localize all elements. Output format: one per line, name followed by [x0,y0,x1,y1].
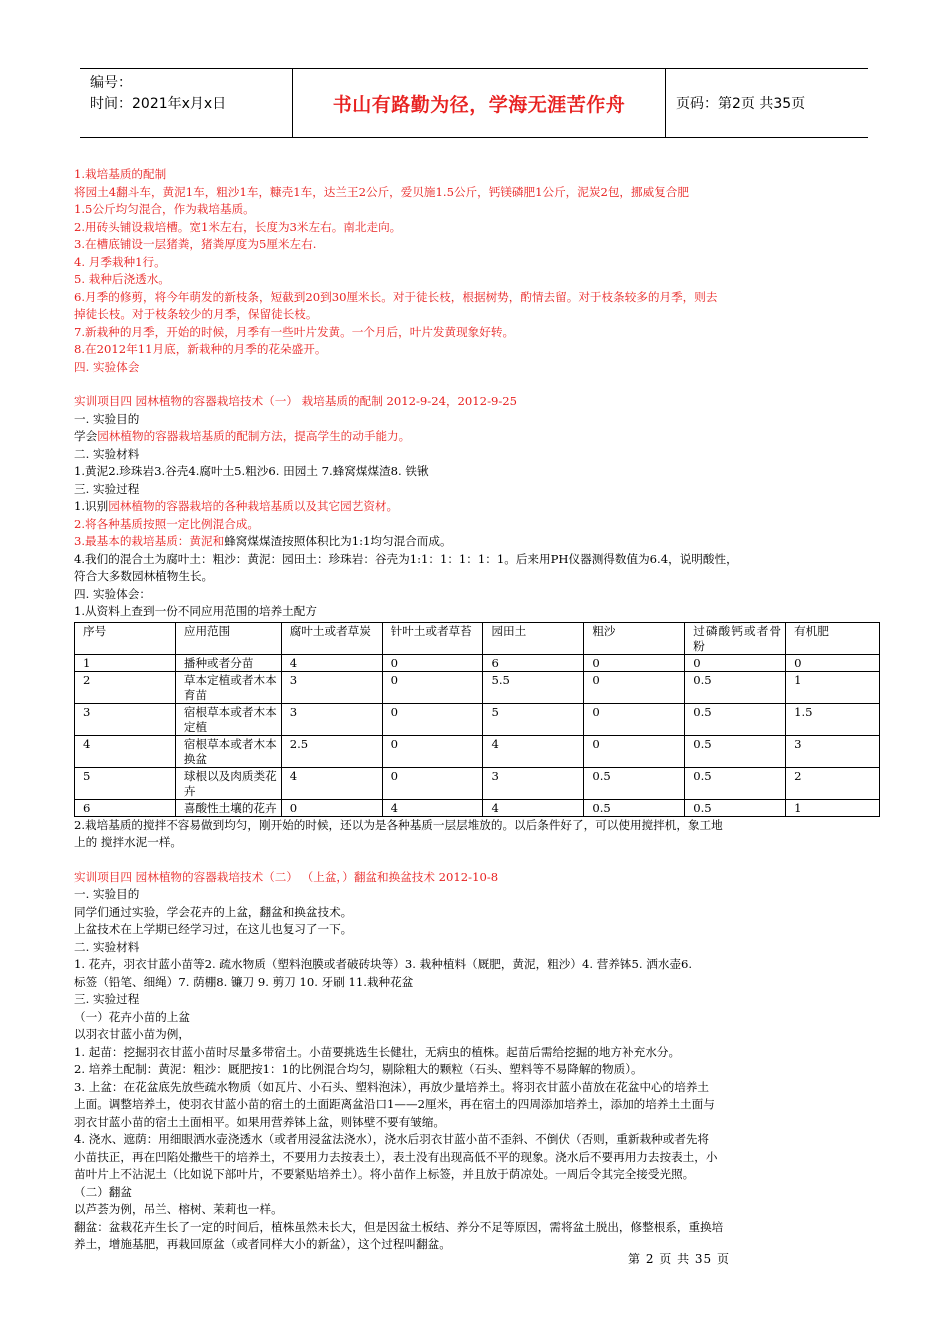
text-line: 2.栽培基质的搅拌不容易做到均匀，刚开始的时候，还以为是各种基质一层层堆放的。以后条件好了，可以使用搅拌机，象工地 [74,817,723,832]
section-3 [74,869,880,1254]
table-header-cell: 腐叶土或者草炭 [281,622,382,654]
text-line: 1.5公斤均匀混合，作为栽培基质。 [74,202,255,216]
table-cell: 5 [75,767,176,799]
section-2 [74,393,880,852]
text-line: 4. 浇水、遮荫：用细眼洒水壶浇透水（或者用浸盆法浇水），浇水后羽衣甘蓝小苗不歪斜、不倒伏（否则，重新栽种或者先将 [74,1132,710,1146]
section-title: 实训项目四 园林植物的容器栽培技术（二） （上盆，）翻盆和换盆技术 2012-10-8 [74,869,499,884]
table-cell: 宿根草本或者木本定植 [175,703,281,735]
soil-formula-table [74,622,880,817]
table-cell: 3 [75,703,176,735]
section-title: 实训项目四 园林植物的容器栽培技术（一） 栽培基质的配制 2012-9-24，2012-9-25 [74,394,518,408]
table-cell: 0.5 [685,735,786,767]
text-line: 同学们通过实验，学会花卉的上盆，翻盆和换盆技术。 [74,904,353,919]
table-cell: 0.5 [584,799,685,816]
text-line: 1.识别园林植物的容器栽培的各种栽培基质以及其它园艺资材。 [74,499,399,513]
text-line: 5. 栽种后浇透水。 [74,272,170,286]
text-line: 2.用砖头铺设栽培槽。宽1米左右，长度为3米左右。南北走向。 [74,219,402,234]
table-cell: 4 [75,735,176,767]
sub-heading: （二）翻盆 [74,1184,132,1199]
text-line: 将园土4翻斗车，黄泥1车，粗沙1车，糠壳1车，达兰王2公斤，爱贝施1.5公斤，钙镁磷肥1公斤，泥炭2包，挪威复合肥 [74,184,689,199]
text-line: 养土，增施基肥，再栽回原盆（或者同样大小的新盆），这个过程叫翻盆。 [74,1237,451,1251]
text-line: 4. 月季栽种1行。 [74,254,166,269]
table-cell: 4 [382,799,483,816]
document-body [74,166,880,1254]
table-cell: 0 [382,671,483,703]
table-cell: 0 [382,735,483,767]
page-header [80,68,868,138]
table-header-cell: 粗沙 [584,622,685,654]
text-line: 7.新栽种的月季，开始的时候，月季有一些叶片发黄。一个月后，叶片发黄现象好转。 [74,324,515,339]
table-body [75,654,880,816]
text-line: 8.在2012年11月底，新栽种的月季的花朵盛开。 [74,342,327,356]
text-line: 3.在槽底铺设一层猪粪，猪粪厚度为5厘米左右. [74,237,317,251]
section-heading: 四. 实验体会： [74,586,151,601]
table-header-row [75,622,880,654]
table-cell: 1 [786,671,880,703]
text-line: 3.最基本的栽培基质：黄泥和蜂窝煤煤渣按照体积比为1:1均匀混合而成。 [74,534,452,548]
table-row [75,799,880,816]
section-heading: 一. 实验目的 [74,887,140,901]
section-heading: 四. 实验体会 [74,359,140,374]
table-cell: 5.5 [483,671,584,703]
text-line: 2.将各种基质按照一定比例混合成。 [74,516,259,531]
text-line: 标签（铅笔、细绳）7. 荫棚8. 镰刀 9. 剪刀 10. 牙刷 11.栽种花盆 [74,974,414,989]
table-cell: 播种或者分苗 [175,654,281,671]
table-header-cell: 有机肥 [786,622,880,654]
text-line: 4.我们的混合土为腐叶土：粗沙：黄泥：园田土：珍珠岩：谷壳为1:1：1：1：1：1。后来用PH仪器测得数值为6.4，说明酸性， [74,551,738,566]
section-heading: 二. 实验材料 [74,939,140,954]
section-heading: 二. 实验材料 [74,446,140,461]
table-cell: 0 [786,654,880,671]
text-line: 1.黄泥2.珍珠岩3.谷壳4.腐叶土5.粗沙6. 田园土 7.蜂窝煤煤渣8. 铁锹 [74,464,429,478]
text-line: 3. 上盆：在花盆底先放些疏水物质（如瓦片、小石头、塑料泡沫），再放少量培养土。将羽衣甘蓝小苗放在花盆中心的培养土 [74,1079,710,1094]
text-line: 6.月季的修剪，将今年萌发的新枝条，短截到20到30厘米长。对于徒长枝，根据树势，酌情去留。对于枝条较多的月季，则去 [74,289,718,304]
time-label: 时间：2021年x月x日 [90,96,227,112]
table-cell: 2.5 [281,735,382,767]
table-cell: 3 [786,735,880,767]
table-row [75,671,880,703]
text-line: 羽衣甘蓝小苗的宿土土面相平。如果用营养钵上盆，则钵壁不要有皱缩。 [74,1114,446,1129]
header-meta [80,69,293,137]
table-cell: 喜酸性土壤的花卉 [175,799,281,816]
table-cell: 1 [786,799,880,816]
header-page-info: 页码：第2页 共35页 [676,96,806,112]
text-line: 学会园林植物的容器栽培基质的配制方法，提高学生的动手能力。 [74,429,411,443]
table-cell: 0 [382,767,483,799]
number-label: 编号： [90,75,132,91]
table-row [75,654,880,671]
text-line: 1.栽培基质的配制 [74,167,167,181]
table-cell: 6 [75,799,176,816]
table-cell: 0 [584,703,685,735]
table-cell: 5 [483,703,584,735]
table-cell: 0.5 [685,671,786,703]
text-line: 上盆技术在上学期已经学习过，在这儿也复习了一下。 [74,922,353,936]
table-header-cell: 序号 [75,622,176,654]
table-row [75,703,880,735]
table-cell: 0 [584,735,685,767]
section-heading: 三. 实验过程 [74,992,140,1006]
text-line: 上面。调整培养土，使羽衣甘蓝小苗的宿土的土面距离盆沿口1——2厘米，再在宿土的四周添加培养土，添加的培养土土面与 [74,1097,715,1111]
table-cell: 0.5 [584,767,685,799]
text-line: 符合大多数园林植物生长。 [74,569,214,583]
text-line: 上的 搅拌水泥一样。 [74,835,183,849]
table-cell: 球根以及肉质类花卉 [175,767,281,799]
table-cell: 宿根草本或者木本换盆 [175,735,281,767]
table-cell: 0 [281,799,382,816]
text-line: 翻盆：盆栽花卉生长了一定的时间后，植株虽然未长大，但是因盆土板结、养分不足等原因，需将盆土脱出，修整根系，重换培 [74,1219,724,1234]
table-cell: 3 [281,671,382,703]
table-cell: 2 [75,671,176,703]
text-line: 1.从资料上查到一份不同应用范围的培养土配方 [74,604,317,618]
text-line: 小苗扶正，再在凹陷处撒些干的培养土，不要用力去按表土），表土没有出现高低不平的现象。浇水后不要再用力去按表土，小 [74,1149,718,1164]
text-line: 以芦荟为例，吊兰、榕树、茉莉也一样。 [74,1202,283,1216]
table-cell: 3 [281,703,382,735]
table-cell: 4 [483,799,584,816]
table-header-cell: 过磷酸钙或者骨粉 [685,622,786,654]
text-line: 以羽衣甘蓝小苗为例， [74,1027,190,1041]
table-cell: 3 [483,767,584,799]
table-cell: 4 [281,654,382,671]
header-motto: 书山有路勤为径，学海无涯苦作舟 [293,69,666,137]
text-line: 1. 起苗：挖掘羽衣甘蓝小苗时尽量多带宿土。小苗要挑选生长健壮，无病虫的植株。起苗后需给挖掘的地方补充水分。 [74,1044,681,1059]
table-header-cell: 应用范围 [175,622,281,654]
sub-heading: （一）花卉小苗的上盆 [74,1009,190,1024]
text-line: 1. 花卉，羽衣甘蓝小苗等2. 疏水物质（塑料泡膜或者破砖块等）3. 栽种植料（厩肥，黄泥，粗沙）4. 营养钵5. 洒水壶6. [74,957,693,971]
table-cell: 0 [685,654,786,671]
table-cell: 0 [382,654,483,671]
table-header-cell: 针叶土或者草苔 [382,622,483,654]
table-cell: 4 [281,767,382,799]
section-heading: 三. 实验过程 [74,481,140,496]
section-heading: 一. 实验目的 [74,411,140,426]
table-cell: 草本定植或者木本育苗 [175,671,281,703]
text-line: 2. 培养土配制：黄泥：粗沙：厩肥按1：1的比例混合均匀，剔除粗大的颗粒（石头、塑料等不易降解的物质）。 [74,1062,643,1076]
table-cell: 0.5 [685,799,786,816]
table-cell: 1 [75,654,176,671]
table-cell: 1.5 [786,703,880,735]
table-cell: 0 [382,703,483,735]
section-1 [74,166,880,376]
table-row [75,735,880,767]
table-cell: 6 [483,654,584,671]
table-cell: 4 [483,735,584,767]
table-cell: 0 [584,671,685,703]
table-row [75,767,880,799]
page-footer: 第 2 页 共 35 页 [628,1252,730,1266]
table-header-cell: 园田土 [483,622,584,654]
text-line: 掉徒长枝。对于枝条较少的月季，保留徒长枝。 [74,307,318,321]
text-line: 苗叶片上不沾泥土（比如说下部叶片，不要紧贴培养土）。将小苗作上标签，并且放于荫凉处。一周后令其完全接受光照。 [74,1167,695,1181]
table-cell: 2 [786,767,880,799]
table-cell: 0.5 [685,703,786,735]
table-cell: 0 [584,654,685,671]
table-cell: 0.5 [685,767,786,799]
